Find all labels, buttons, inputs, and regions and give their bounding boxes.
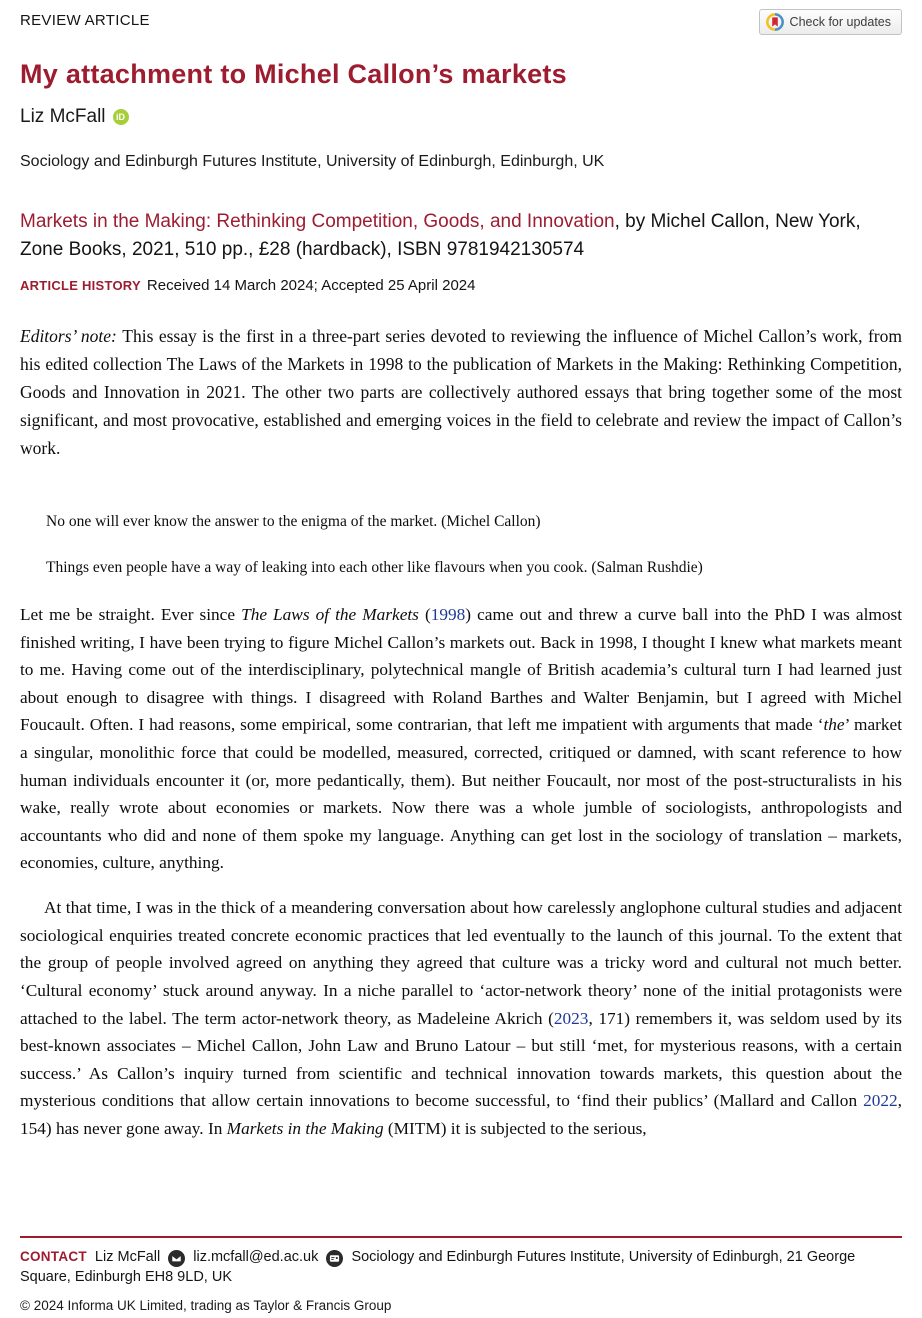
text-segment: ) came out and threw a curve ball into the PhD I was almost finished writing, I have been trying to figure Michel Callon’s markets out. Back in 1998, I thought I knew what markets meant to me. Having come out of the interdisciplinary, polytechnical mangle of British academia’s cultural turn I had learned just about enough to disagree with things. I disagreed with Roland Barthes and Walter Benjamin, but I agreed with Michel Foucault. Often. I had reasons, some empirical, some contrarian, that left me impatient with arguments that made ‘ [20, 605, 903, 735]
text-segment: This essay is the first in a three-part series devoted to reviewing the influence of Michel Callon’s work, from his edited collection The Laws of the Markets in 1998 to the publication of Markets in the Making: Rethinking Competition, Goods and Innovation in 2021. The other two parts are collectively authored essays that bring together some of the most significant, and most provocative, established and emerging voices in the field to celebrate and review the impact of Callon’s work. [20, 326, 902, 458]
check-for-updates-label: Check for updates [789, 15, 891, 29]
footer-rule [20, 1236, 902, 1238]
contact-block [20, 1247, 902, 1287]
citation-link[interactable]: 2023 [553, 1008, 589, 1028]
footer [20, 1236, 902, 1313]
editors-note [20, 322, 902, 462]
email-icon [168, 1250, 185, 1267]
orcid-icon[interactable]: iD [113, 109, 129, 125]
text-segment: , 154) has never gone away. In [20, 1091, 902, 1138]
address-card-icon [326, 1250, 343, 1267]
crossmark-icon [766, 13, 784, 31]
page-title: My attachment to Michel Callon’s markets [20, 59, 567, 89]
contact-label: CONTACT [20, 1249, 87, 1264]
text-segment: the [823, 715, 845, 735]
author-row [20, 106, 902, 128]
body-paragraph-1 [20, 601, 902, 877]
article-history [20, 277, 902, 294]
article-history-label: ARTICLE HISTORY [20, 278, 141, 293]
author-affiliation: Sociology and Edinburgh Futures Institute, University of Edinburgh, Edinburgh, UK [20, 153, 605, 170]
text-segment: Markets in the Making [226, 1118, 384, 1138]
author-name: Liz McFall [20, 106, 106, 127]
article-type-label: REVIEW ARTICLE [20, 12, 150, 29]
text-segment: ( [418, 605, 431, 624]
copyright-line: © 2024 Informa UK Limited, trading as Taylor & Francis Group [20, 1298, 392, 1313]
epigraph-callon: No one will ever know the answer to the enigma of the market. (Michel Callon) [46, 513, 541, 530]
text-segment: The Laws of the Markets [241, 605, 419, 624]
contact-email-link[interactable]: liz.mcfall@ed.ac.uk [193, 1249, 319, 1265]
contact-name: Liz McFall [94, 1249, 161, 1265]
body-paragraph-2 [20, 894, 902, 1142]
reviewed-book-reference [20, 208, 902, 264]
citation-link[interactable]: 1998 [430, 605, 466, 624]
text-segment: (MITM) it is subjected to the serious, [383, 1118, 647, 1138]
text-segment: Markets in the Making: Rethinking Competition, Goods, and Innovation [20, 211, 615, 232]
text-segment: Let me be straight. Ever since [20, 605, 242, 624]
header-row [20, 0, 902, 35]
text-segment: , 171) remembers it, was seldom used by its best-known associates – Michel Callon, John Law and Bruno Latour – but still ‘met, for mysterious reasons, with a certain success.’ As Callon’s inquiry turned from scientific and technical innovation towards markets, this question about the mysterious conditions that allow certain innovations to become successful, to ‘find their publics’ (Mallard and Callon [20, 1008, 902, 1111]
check-for-updates-button[interactable] [759, 9, 902, 35]
text-segment: At that time, I was in the thick of a meandering conversation about how carelessly anglophone cultural studies and adjacent sociological enquiries treated concrete economic practices that led eventually to the launch of this journal. To the extent that the group of people involved agreed on anything they agreed that culture was a tricky word and cultural not much better. ‘Cultural economy’ stuck around anyway. In a niche parallel to ‘actor-network theory’ none of the initial protagonists were attached to the label. The term actor-network theory, as Madeleine Akrich ( [20, 898, 902, 1028]
text-segment: ’ market a singular, monolithic force that could be modelled, measured, corrected, critiqued or damned, with scant reference to how human individuals encounter it (or, more pedantically, them). But neither Foucault, nor most of the post-structuralists in his wake, really wrote about economies or markets. Now there was a whole jumble of sociologists, anthropologists and accountants who did and none of them spoke my language. Anything can get lost in the sociology of translation – markets, economies, culture, anything. [20, 715, 902, 873]
text-segment: , by Michel Callon, New York, Zone Books, 2021, 510 pp., £28 (hardback), ISBN 9781942130574 [20, 211, 861, 260]
citation-link[interactable]: 2022 [863, 1091, 898, 1111]
text-segment: Editors’ note: [20, 326, 123, 346]
contact-address: Sociology and Edinburgh Futures Institute, University of Edinburgh, 21 George Square, Edinburgh EH8 9LD, UK [20, 1249, 856, 1285]
epigraph-rushdie: Things even people have a way of leaking into each other like flavours when you cook. (Salman Rushdie) [46, 559, 703, 576]
article-history-dates: Received 14 March 2024; Accepted 25 April 2024 [146, 277, 476, 294]
